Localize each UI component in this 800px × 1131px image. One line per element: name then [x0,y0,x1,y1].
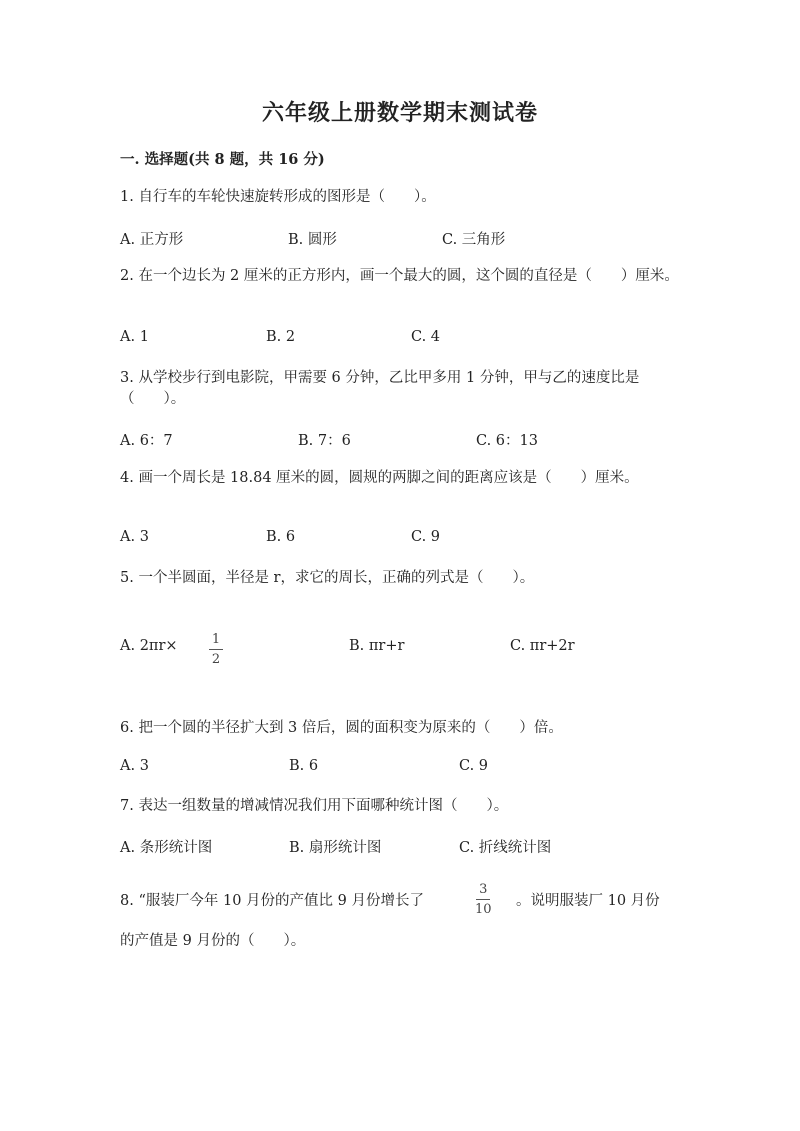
fraction-numerator: 1 [211,632,221,647]
question-8-line-2: 的产值是 9 月份的（ ）。 [120,933,306,949]
q1-option-c[interactable]: C. 三角形 [442,232,506,248]
fraction-denominator: 10 [475,902,492,917]
q6-option-b[interactable]: B. 6 [289,758,319,774]
question-8-part-1: 8. “服装厂今年 10 月份的产值比 9 月份增长了 [120,893,424,909]
q1-option-b[interactable]: B. 圆形 [288,232,337,248]
question-3: 3. 从学校步行到电影院，甲需要 6 分钟，乙比甲多用 1 分钟，甲与乙的速度比是（ ）。 [120,370,640,407]
q4-option-b[interactable]: B. 6 [266,529,296,545]
q8-fraction [475,882,492,917]
q4-option-c[interactable]: C. 9 [411,529,441,545]
q6-option-a[interactable]: A. 3 [120,758,149,774]
q7-option-b[interactable]: B. 扇形统计图 [289,840,382,856]
q2-option-c[interactable]: C. 4 [411,329,441,345]
fraction-bar [476,899,490,900]
q5-fraction [209,632,223,667]
question-6: 6. 把一个圆的半径扩大到 3 倍后，圆的面积变为原来的（ ）倍。 [120,720,563,736]
fraction-numerator: 3 [479,882,488,897]
q2-option-b[interactable]: B. 2 [266,329,296,345]
question-7: 7. 表达一组数量的增减情况我们用下面哪种统计图（ ）。 [120,798,509,814]
q4-option-a[interactable]: A. 3 [120,529,149,545]
question-4: 4. 画一个周长是 18.84 厘米的圆，圆规的两脚之间的距离应该是（ ）厘米。 [120,470,639,486]
question-8-part-2: 。说明服装厂 10 月份 [516,893,660,909]
question-5: 5. 一个半圆面，半径是 r，求它的周长，正确的列式是（ ）。 [120,570,535,586]
q1-option-a[interactable]: A. 正方形 [120,232,184,248]
q6-option-c[interactable]: C. 9 [459,758,489,774]
question-1: 1. 自行车的车轮快速旋转形成的图形是（ ）。 [120,189,436,205]
fraction-denominator: 2 [211,652,221,667]
q5-option-a[interactable]: A. 2πr× [120,638,178,654]
q3-option-b[interactable]: B. 7：6 [298,433,351,449]
q3-option-a[interactable]: A. 6：7 [120,433,173,449]
page-title: 六年级上册数学期末测试卷 [261,100,538,126]
q5-option-b[interactable]: B. πr+r [349,638,405,654]
q7-option-c[interactable]: C. 折线统计图 [459,840,552,856]
q3-option-c[interactable]: C. 6：13 [476,433,538,449]
q5-option-c[interactable]: C. πr+2r [510,638,575,654]
fraction-bar [209,649,223,650]
q7-option-a[interactable]: A. 条形统计图 [120,840,213,856]
section-heading: 一. 选择题(共 8 题，共 16 分) [120,151,325,168]
question-2: 2. 在一个边长为 2 厘米的正方形内，画一个最大的圆，这个圆的直径是（ ）厘米。 [120,268,679,284]
q2-option-a[interactable]: A. 1 [120,329,149,345]
